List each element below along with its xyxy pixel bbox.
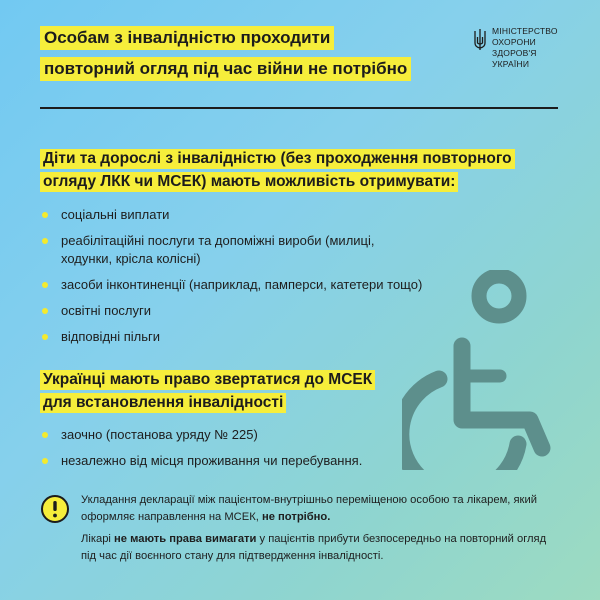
divider — [40, 107, 558, 109]
notice-paragraph-2 — [81, 531, 561, 565]
ministry-logo — [474, 26, 558, 70]
section-1-heading-line-2: огляду ЛКК чи МСЕК) мають можливість отримувати: — [40, 172, 458, 192]
section-1-heading — [40, 149, 515, 192]
notice-paragraph-1 — [81, 492, 561, 526]
list-item-text: засоби інконтиненції (наприклад, памперси, катетери тощо) — [61, 277, 423, 292]
bullet-icon — [42, 212, 48, 218]
list-item-text: освітні послуги — [61, 303, 152, 318]
rights-list — [40, 426, 460, 470]
ministry-line: МІНІСТЕРСТВО — [492, 26, 558, 36]
section-1-heading-line-1: Діти та дорослі з інвалідністю (без проходження повторного — [40, 149, 515, 169]
list-item — [40, 426, 460, 444]
bullet-icon — [42, 432, 48, 438]
list-item — [40, 328, 460, 346]
section-2-heading-line-2: для встановлення інвалідності — [40, 393, 286, 413]
ministry-name — [492, 26, 558, 70]
list-item — [40, 206, 391, 224]
trident-icon — [474, 28, 486, 52]
bullet-icon — [42, 458, 48, 464]
bullet-icon — [42, 308, 48, 314]
notice-p1-bold: не потрібно. — [261, 511, 331, 523]
notice-text — [81, 492, 561, 565]
page-title — [40, 26, 411, 81]
title-line-1: Особам з інвалідністю проходити — [40, 26, 334, 50]
list-item-text: соціальні виплати — [61, 207, 170, 222]
ministry-line: ЗДОРОВ'Я — [492, 48, 537, 58]
notice-p1-text: Укладання декларації між пацієнтом-внутрішньо переміщеною особою та лікарем, який оформляє направлення на МСЕК, — [81, 494, 537, 523]
list-item — [40, 276, 460, 294]
ministry-line: УКРАЇНИ — [492, 59, 530, 69]
bullet-icon — [42, 238, 48, 244]
ministry-line: ОХОРОНИ — [492, 37, 536, 47]
bullet-icon — [42, 282, 48, 288]
benefits-list — [40, 206, 460, 346]
list-item-text: відповідні пільги — [61, 329, 160, 344]
notice-p2-start: Лікарі — [81, 533, 115, 545]
bullet-icon — [42, 334, 48, 340]
notice-p2-bold: не мають права вимагати — [114, 533, 257, 545]
section-2-heading — [40, 370, 375, 413]
list-item — [40, 302, 460, 320]
list-item — [40, 232, 391, 268]
list-item-text: реабілітаційні послуги та допоміжні вироби (милиці, ходунки, крісла колісні) — [61, 233, 375, 266]
wheelchair-icon — [402, 270, 562, 470]
list-item-text: незалежно від місця проживання чи перебування. — [61, 453, 363, 468]
list-item-text: заочно (постанова уряду № 225) — [61, 427, 258, 442]
exclamation-icon — [40, 494, 70, 524]
section-2-heading-line-1: Українці мають право звертатися до МСЕК — [40, 370, 375, 390]
list-item — [40, 452, 460, 470]
notice-p2-rest: у пацієнтів прибути безпосередньо на повторний огляд під час дії воєнного стану для підтвердження інвалідності. — [81, 533, 547, 562]
title-line-2: повторний огляд під час війни не потрібно — [40, 57, 411, 81]
